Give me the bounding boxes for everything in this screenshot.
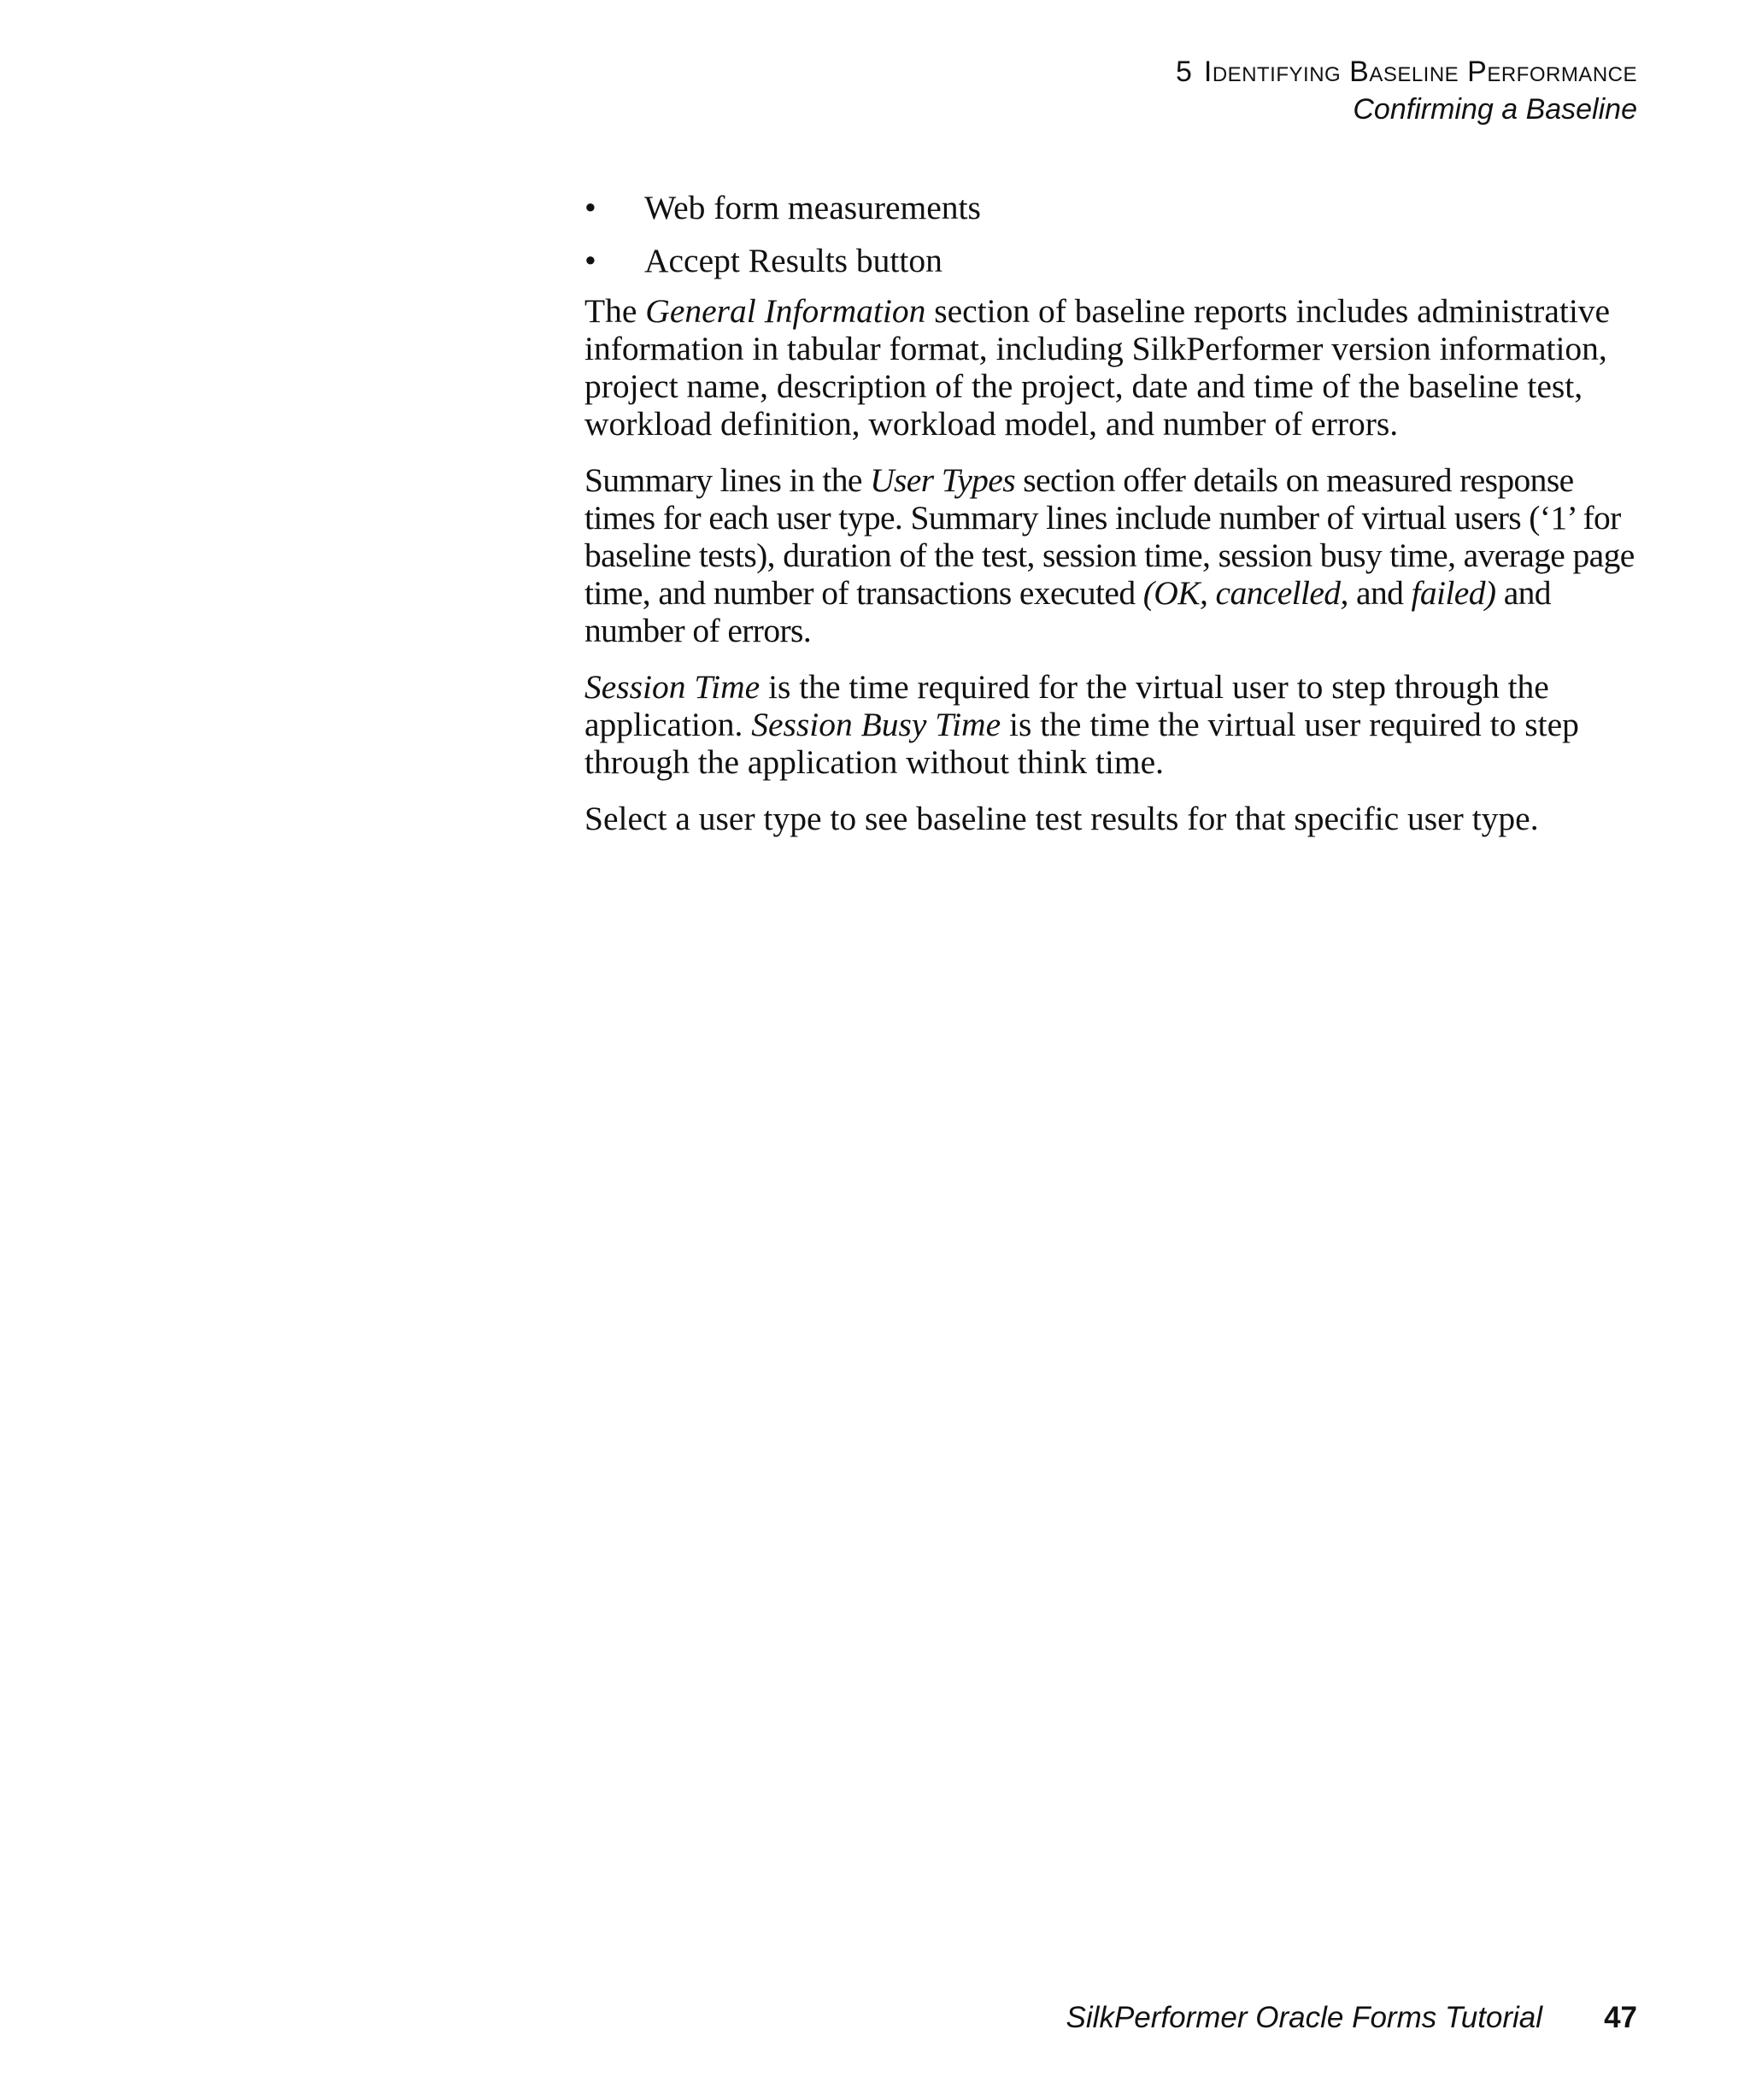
text-run: and	[1348, 574, 1412, 612]
bullet-list	[584, 181, 1644, 287]
text-run: is the time required for the virtual user to step through the application.	[584, 668, 1549, 743]
emphasis-general-information: General Information	[645, 292, 926, 330]
text-run: is the time the virtual user required to step through the application without think time.	[584, 706, 1579, 781]
bullet-icon: •	[584, 242, 596, 279]
emphasis-session-time: Session Time	[584, 668, 760, 706]
page-number: 47	[1604, 2001, 1637, 2034]
text-run: Summary lines in the	[584, 461, 871, 499]
emphasis-session-busy-time: Session Busy Time	[751, 706, 1001, 743]
section-title: Confirming a Baseline	[1353, 93, 1637, 126]
main-content	[584, 181, 1644, 856]
text-run: section offer details on measured response times for each user type. Summary lines include number of virtual users (‘1’ for baseline tests), duration of the test, session time, session busy time, average page time, and number of transactions executed	[584, 461, 1635, 612]
chapter-heading	[1176, 53, 1637, 91]
emphasis-failed: failed)	[1411, 574, 1496, 612]
chapter-title: Identifying Baseline Performance	[1203, 56, 1637, 88]
select-user-type-paragraph: Select a user type to see baseline test results for that specific user type.	[584, 800, 1539, 837]
bullet-text: Web form measurements	[644, 189, 981, 226]
chapter-number: 5	[1175, 56, 1192, 88]
emphasis-ok-cancelled: (OK, cancelled,	[1142, 574, 1348, 612]
emphasis-user-types: User Types	[870, 461, 1015, 499]
text-run: section of baseline reports includes administrative information in tabular format, including SilkPerformer version information, project name, description of the project, date and time of the baseline test, workload definition, workload model, and number of errors.	[584, 292, 1611, 443]
text-run: and number of errors.	[584, 574, 1551, 649]
general-information-paragraph	[584, 292, 1644, 443]
session-time-paragraph	[584, 668, 1644, 781]
list-item	[584, 181, 1644, 234]
user-types-paragraph	[584, 461, 1644, 649]
text-run: The	[584, 292, 646, 330]
list-item	[584, 234, 1644, 287]
running-header	[1176, 53, 1637, 128]
bullet-text: Accept Results button	[644, 242, 943, 279]
bullet-icon: •	[584, 189, 596, 226]
document-title: SilkPerformer Oracle Forms Tutorial	[1066, 2001, 1543, 2034]
page-footer	[1066, 1999, 1637, 2037]
